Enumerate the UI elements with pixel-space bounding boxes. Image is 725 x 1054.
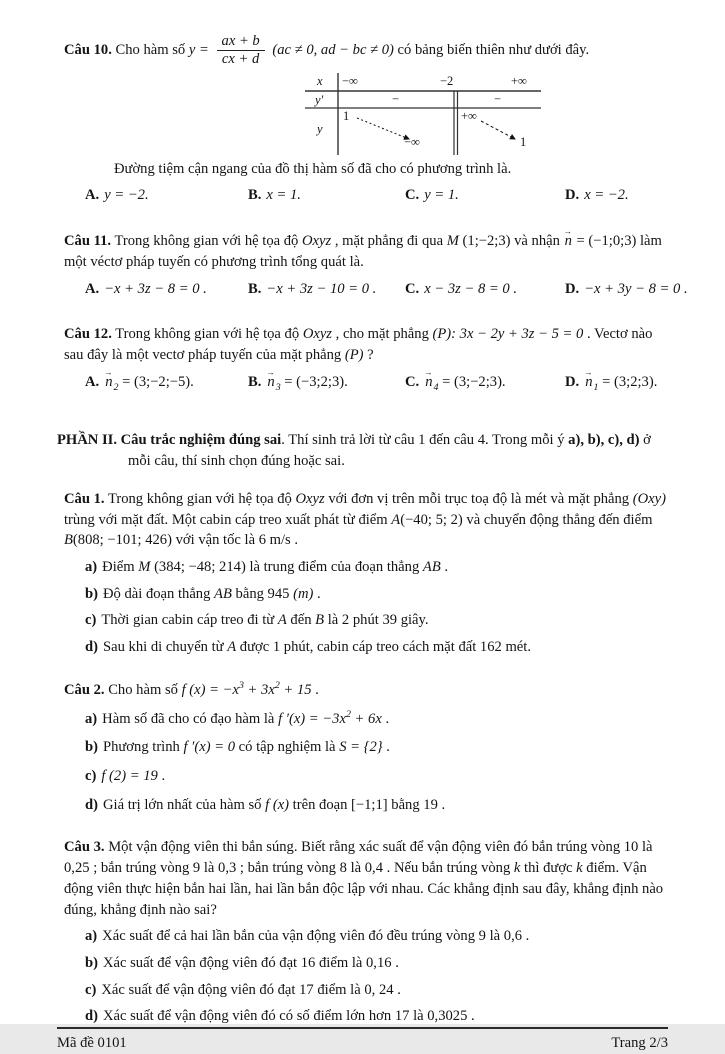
option-a xyxy=(85,185,248,206)
question-12-stem xyxy=(64,324,668,365)
question-10-stem-tail: (ac ≠ 0, ad − bc ≠ 0) có bảng biến thiên như dưới đây. xyxy=(272,42,590,59)
question-10-stem xyxy=(64,34,668,68)
bbt-y-left-end: −∞ xyxy=(404,134,420,149)
page-number: Trang 2/3 xyxy=(611,1035,668,1052)
question-10 xyxy=(64,34,668,206)
option-c-key: C. xyxy=(405,280,420,297)
bbt-y-left-start: 1 xyxy=(343,108,350,123)
part2-question-1 xyxy=(64,489,668,658)
question-11 xyxy=(64,231,688,299)
item-c xyxy=(64,766,668,787)
part2-question-2-items xyxy=(64,709,668,816)
bbt-y-right-start: +∞ xyxy=(461,108,477,123)
option-c-text: x − 3z − 8 = 0 . xyxy=(424,280,517,297)
question-12-options xyxy=(64,372,668,393)
question-12-label: Câu 12. xyxy=(64,326,112,343)
item-d-key: d) xyxy=(85,796,98,813)
question-12-stem-text: Trong không gian với hệ tọa độ Oxyz , cho mặt phẳng (P): 3x − 2y + 3z − 5 = 0 . Vectơ nào sau đây là một vectơ pháp tuyến của mặt phẳng (P) ? xyxy=(64,326,653,363)
part2-question-1-label: Câu 1. xyxy=(64,490,105,507)
bbt-x-neg-infinity: −∞ xyxy=(342,73,358,88)
option-b-text: −x + 3z − 10 = 0 . xyxy=(266,280,377,297)
option-d-key: D. xyxy=(565,187,580,204)
part2-question-1-stem xyxy=(64,489,668,551)
option-c xyxy=(405,372,565,393)
item-b-key: b) xyxy=(85,955,98,972)
option-c-key: C. xyxy=(405,187,420,204)
option-d-text: −x + 3y − 8 = 0 . xyxy=(584,280,688,297)
item-a-text: Hàm số đã cho có đạo hàm là f $'(x) = -3x^2 + 6x$ . xyxy=(102,708,390,727)
part2-heading: PHẦN II. Câu trắc nghiệm đúng sai. Thí sinh trả lời từ câu 1 đến câu 4. Trong mỗi ý a), b), c), d) ở mỗi câu, thí sinh chọn đúng hoặc sai. xyxy=(57,432,651,470)
item-a-key: a) xyxy=(85,710,98,727)
exam-code: Mã đề 0101 xyxy=(57,1035,127,1052)
item-c-text: Thời gian cabin cáp treo đi từ A đến B là 2 phút 39 giây. xyxy=(101,612,429,629)
option-c-text: $n \to_4$ = (3;−2;3). xyxy=(424,374,505,390)
part2-question-1-stem-text: Trong không gian với hệ tọa độ Oxyz với đơn vị trên mỗi trục toạ độ là mét và mặt phẳng (Oxy) trùng với mặt đất. Một cabin cáp treo xuất phát từ điểm A(−40; 5; 2) và chuyển động thẳng đến điểm B(808; −101; 426) với vận tốc là 6 m/s . xyxy=(64,490,666,549)
part2-question-3-label: Câu 3. xyxy=(64,839,105,856)
question-12 xyxy=(64,324,668,392)
bbt-yprime-label: y′ xyxy=(315,92,324,107)
question-11-label: Câu 11. xyxy=(64,233,112,250)
bbt-sign-right: − xyxy=(494,91,502,106)
question-11-options xyxy=(64,279,688,300)
option-a-text: $n \to_2$ = (3;−2;−5). xyxy=(104,374,194,390)
option-a-key: A. xyxy=(85,280,100,297)
option-d xyxy=(565,279,688,300)
option-a-key: A. xyxy=(85,373,100,390)
item-c-key: c) xyxy=(85,981,97,998)
item-b-text: Độ dài đoạn thẳng AB bằng 945 (m) . xyxy=(102,585,321,602)
option-a-text: −x + 3z − 8 = 0 . xyxy=(104,280,207,297)
question-11-stem xyxy=(64,231,668,272)
bbt-y-label: y xyxy=(317,121,323,136)
item-c-text: f (2) = 19 . xyxy=(101,768,166,784)
option-b-key: B. xyxy=(248,187,262,204)
part2-question-3 xyxy=(64,837,668,1027)
option-d-key: D. xyxy=(565,280,580,297)
item-a xyxy=(64,709,668,730)
item-a-text: Điểm M (384; −48; 214) là trung điểm của đoạn thẳng AB . xyxy=(102,558,449,575)
item-d-key: d) xyxy=(85,639,98,656)
part2-question-3-items xyxy=(64,926,668,1027)
option-c xyxy=(405,185,565,206)
item-b-key: b) xyxy=(85,739,98,756)
item-a-key: a) xyxy=(85,558,98,575)
item-c-key: c) xyxy=(85,768,97,784)
item-b xyxy=(64,953,668,974)
part2-question-2-label: Câu 2. xyxy=(64,681,105,698)
fraction xyxy=(217,34,265,68)
option-d-text: $n \to_1$ = (3;2;3). xyxy=(584,374,657,390)
item-b-key: b) xyxy=(85,585,98,602)
item-a xyxy=(64,557,668,578)
item-b-text: Xác suất để vận động viên đó đạt 16 điểm là 0,16 . xyxy=(102,955,399,972)
bbt-x-minus-2: −2 xyxy=(440,73,454,88)
part2-question-2-stem xyxy=(64,680,668,701)
option-b-text: x = 1. xyxy=(266,187,301,204)
question-10-options xyxy=(64,185,668,206)
part2-question-3-stem xyxy=(64,837,668,920)
bbt-arrow-right xyxy=(481,121,515,139)
variation-table xyxy=(305,73,541,155)
option-b xyxy=(248,279,405,300)
part2-question-2-stem-text: Cho hàm số f $(x) = -x^3 + 3x^2 + 15$ . xyxy=(108,679,319,698)
item-a-key: a) xyxy=(85,928,98,945)
item-b-text: Phương trình f ′(x) = 0 có tập nghiệm là S = {2} . xyxy=(102,739,390,756)
option-d-key: D. xyxy=(565,373,580,390)
item-a xyxy=(64,926,668,947)
item-c-text: Xác suất để vận động viên đó đạt 17 điểm là 0, 24 . xyxy=(101,981,401,998)
option-a xyxy=(85,279,248,300)
bbt-sign-left: − xyxy=(392,91,400,106)
item-a-text: Xác suất để cả hai lần bắn của vận động viên đó đều trúng vòng 9 là 0,6 . xyxy=(102,928,530,945)
question-11-stem-text: Trong không gian với hệ tọa độ Oxyz , mặt phẳng đi qua M (1;−2;3) và nhận n → = (−1;0;3) làm một véctơ pháp tuyến có phương trình tổng quát là. xyxy=(64,233,662,270)
option-d xyxy=(565,372,668,393)
option-a-text: y = −2. xyxy=(104,187,149,204)
option-b-key: B. xyxy=(248,373,262,390)
item-d-text: Sau khi di chuyển từ A được 1 phút, cabin cáp treo cách mặt đất 162 mét. xyxy=(102,639,531,656)
part2-question-2 xyxy=(64,680,668,816)
option-d xyxy=(565,185,668,206)
part2-question-3-stem-text: Một vận động viên thi bắn súng. Biết rằng xác suất để vận động viên đó bắn trúng vòng 10 là 0,25 ; bắn trúng vòng 9 là 0,3 ; bắn trúng vòng 8 là 0,4 . Nếu bắn trúng vòng k thì được k điểm. Vận động viên thực hiện bắn hai lần, hai lần bắn độc lập với nhau. Các khẳng định sau đây, khẳng định nào đúng, khẳng định nào sai? xyxy=(64,839,664,918)
option-c-key: C. xyxy=(405,373,420,390)
item-c xyxy=(64,610,668,631)
bbt-y-right-end: 1 xyxy=(520,134,527,149)
fraction-numerator: ax + b xyxy=(217,34,265,51)
option-c-text: y = 1. xyxy=(424,187,459,204)
option-c xyxy=(405,279,565,300)
footer-row xyxy=(57,1029,668,1054)
item-b xyxy=(64,737,668,758)
question-10-label: Câu 10. xyxy=(64,42,112,59)
question-10-stem-lead: Cho hàm số y = xyxy=(115,42,209,59)
item-d xyxy=(64,637,668,658)
page-footer xyxy=(57,1027,668,1054)
bbt-x-pos-infinity: +∞ xyxy=(511,73,527,88)
option-d-text: x = −2. xyxy=(584,187,629,204)
part2-question-1-items xyxy=(64,557,668,658)
bbt-arrow-left xyxy=(357,118,409,139)
item-d-key: d) xyxy=(85,1008,98,1025)
item-d-text: Giá trị lớn nhất của hàm số f (x) trên đoạn [−1;1] bằng 19 . xyxy=(102,796,446,813)
item-d xyxy=(64,795,668,816)
question-10-subquestion: Đường tiệm cận ngang của đồ thị hàm số đã cho có phương trình là. xyxy=(114,160,512,177)
option-b-key: B. xyxy=(248,280,262,297)
option-b xyxy=(248,185,405,206)
variation-table-graphics xyxy=(305,73,541,155)
option-b xyxy=(248,372,405,393)
bbt-x-label: x xyxy=(317,73,323,88)
option-a xyxy=(85,372,248,393)
option-a-key: A. xyxy=(85,187,100,204)
variation-table-wrapper xyxy=(305,73,668,155)
item-c-key: c) xyxy=(85,612,97,629)
item-c xyxy=(64,980,668,1001)
fraction-denominator: cx + d xyxy=(221,51,260,68)
item-d xyxy=(64,1006,668,1027)
option-b-text: $n \to_3$ = (−3;2;3). xyxy=(266,374,347,390)
item-b xyxy=(64,584,668,605)
item-d-text: Xác suất để vận động viên đó có số điểm lớn hơn 17 là 0,3025 . xyxy=(102,1008,475,1025)
